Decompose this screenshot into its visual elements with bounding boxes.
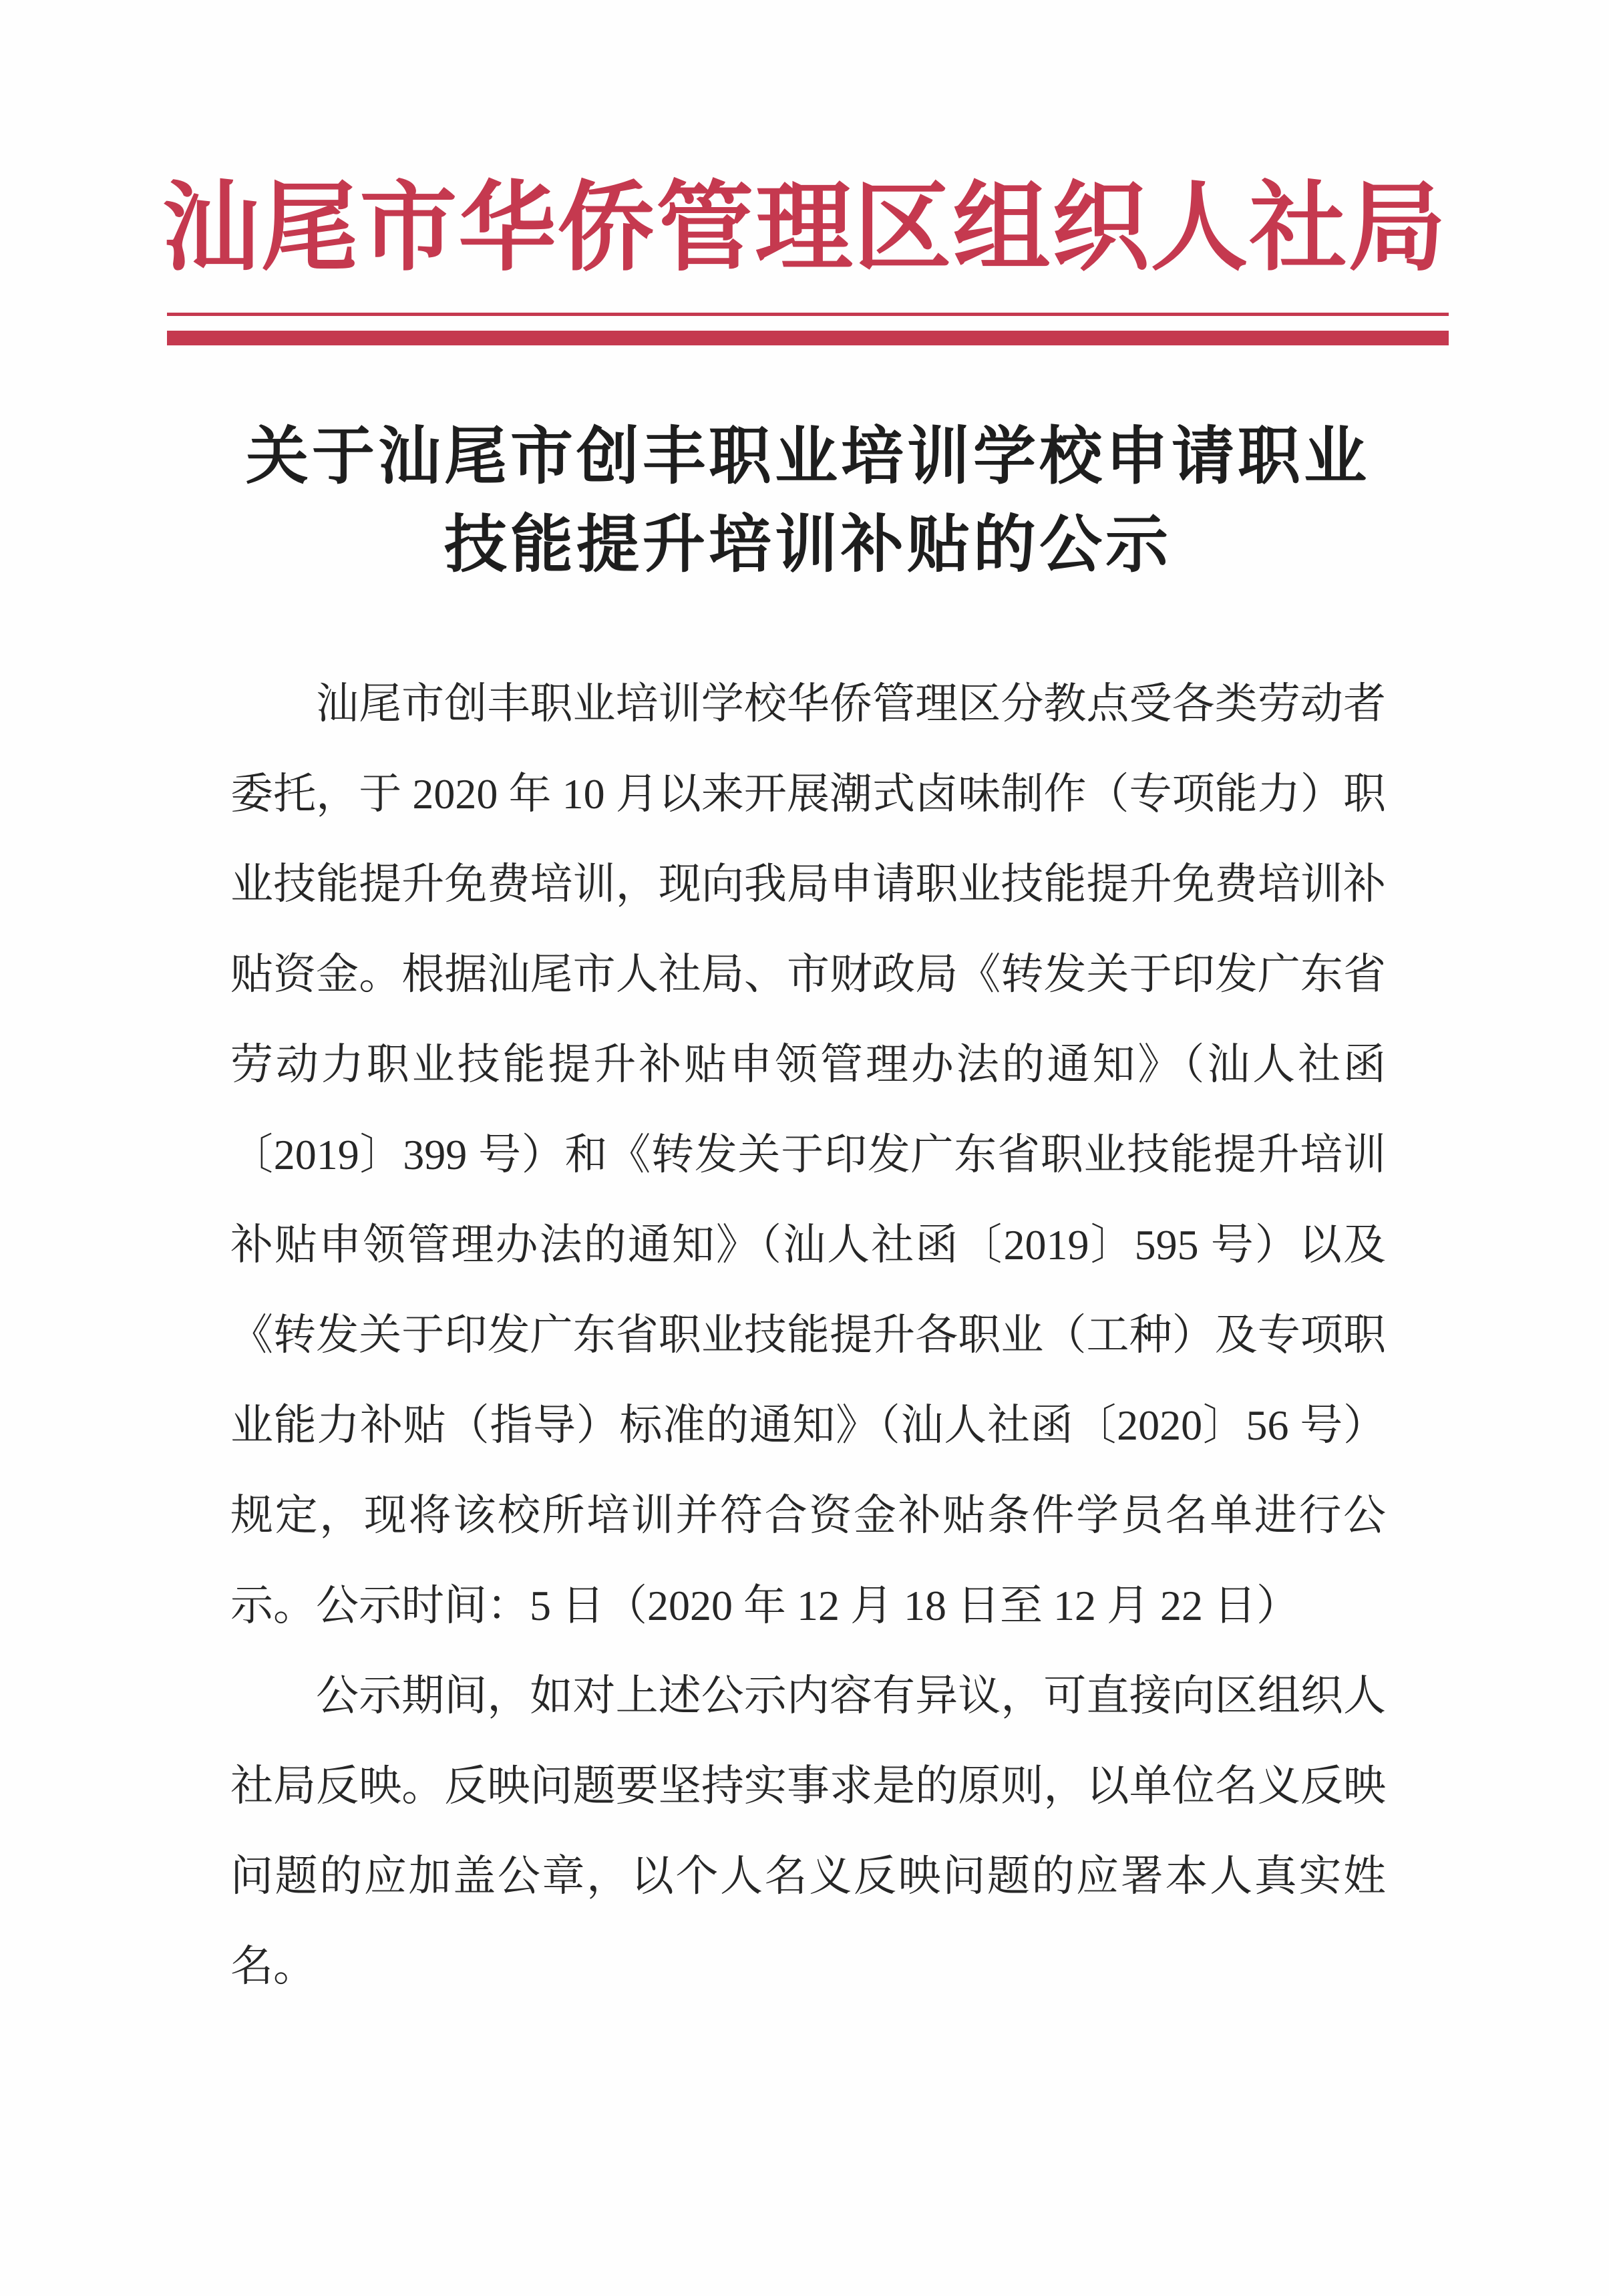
document-title-line1: 关于汕尾市创丰职业培训学校申请职业 xyxy=(245,421,1370,491)
agency-letterhead: 汕尾市华侨管理区组织人社局 xyxy=(162,174,1447,283)
document-body xyxy=(230,659,1386,2011)
letterhead-rules xyxy=(167,313,1449,345)
document-title xyxy=(167,412,1449,589)
document-title-line2: 技能提升培训补贴的公示 xyxy=(443,509,1172,579)
letterhead-rule-thick xyxy=(167,331,1449,345)
body-paragraph-2: 公示期间，如对上述公示内容有异议，可直接向区组织人社局反映。反映问题要坚持实事求是的原则，以单位名义反映问题的应加盖公章，以个人名义反映问题的应署本人真实姓名。 xyxy=(230,1672,1386,1990)
letterhead-rule-thin xyxy=(167,313,1449,316)
body-paragraph-1: 汕尾市创丰职业培训学校华侨管理区分教点受各类劳动者委托，于 2020 年 10 月以来开展潮式卤味制作（专项能力）职业技能提升免费培训，现向我局申请职业技能提升免费培训补贴资金。根据汕尾市人社局、市财政局《转发关于印发广东省劳动力职业技能提升补贴申领管理办法的通知》（汕人社函〔2019〕399 号）和《转发关于印发广东省职业技能提升培训补贴申领管理办法的通知》（汕人社函〔2019〕595 号）以及《转发关于印发广东省职业技能提升各职业（工种）及专项职业能力补贴（指导）标准的通知》（汕人社函〔2020〕56 号）规定，现将该校所培训并符合资金补贴条件学员名单进行公示。公示时间：5 日（2020 年 12 月 18 日至 12 月 22 日） xyxy=(230,680,1386,1629)
